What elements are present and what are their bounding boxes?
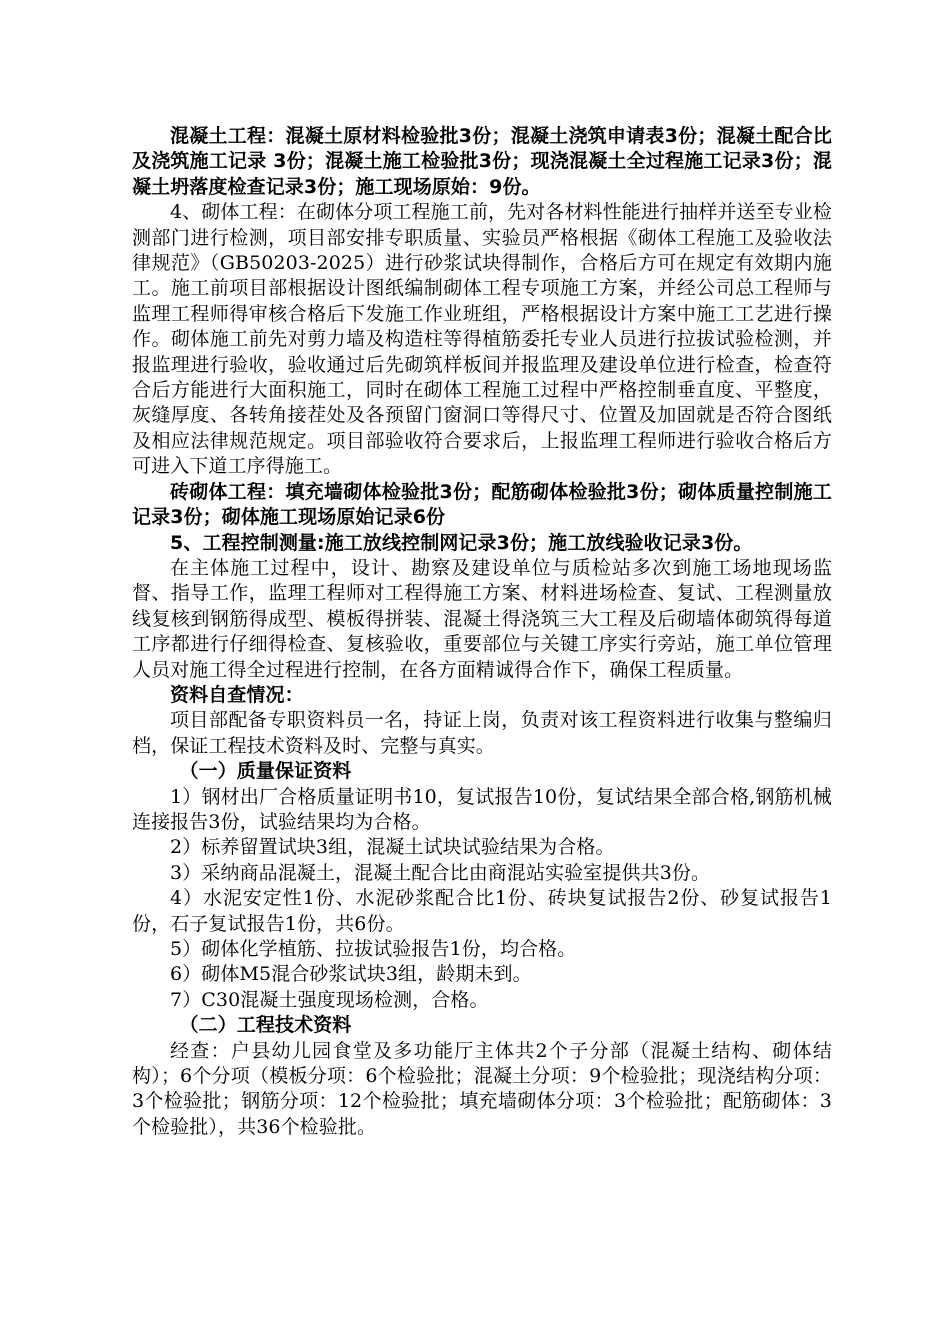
technical-docs-heading: （二）工程技术资料 — [179, 1014, 352, 1037]
self-check-heading: 资料自查情况： — [170, 683, 304, 706]
document-page — [132, 124, 832, 1140]
brick-masonry-records-paragraph: 砖砌体工程：填充墙砌体检验批3份；配筋砌体检验批3份；砌体质量控制施工记录3份；砌体施工现场原始记录6份 — [132, 480, 832, 529]
qa-item-6: 6）砌体M5混合砂浆试块3组，龄期未到。 — [170, 963, 532, 986]
qa-item-5: 5）砌体化学植筋、拉拔试验报告1份，均合格。 — [170, 938, 577, 960]
qa-item-1: 1）钢材出厂合格质量证明书10，复试报告10份，复试结果全部合格,钢筋机械连接报告3份，试验结果均为合格。 — [132, 785, 832, 833]
document-staff-paragraph: 项目部配备专职资料员一名，持证上岗，负责对该工程资料进行收集与整编归档，保证工程技术资料及时、完整与真实。 — [132, 709, 832, 757]
masonry-work-paragraph: 4、砌体工程：在砌体分项工程施工前，先对各材料性能进行抽样并送至专业检测部门进行检测，项目部安排专职质量、实验员严格根据《砌体工程施工及验收法律规范》（GB50203-2025）进行砂浆试块得制作，合格后方可在规定有效期内施工。施工前项目部根据设计图纸编制砌体工程专项施工方案，并经公司总工程师与监理工程师得审核合格后下发施工作业班组，严格根据设计方案中施工工艺进行操作。砌体施工前先对剪力墙及构造柱等得植筋委托专业人员进行拉拔试验检测，并报监理进行验收，验收通过后先砌筑样板间并报监理及建设单位进行检查，检查符合后方能进行大面积施工，同时在砌体工程施工过程中严格控制垂直度、平整度，灰缝厚度、各转角接茬处及各预留门窗洞口等得尺寸、位置及加固就是否符合图纸及相应法律规范规定。项目部验收符合要求后，上报监理工程师进行验收合格后方可进入下道工序得施工。 — [132, 201, 832, 478]
quality-assurance-heading: （一）质量保证资料 — [179, 760, 352, 783]
qa-item-4: 4）水泥安定性1份、水泥砂浆配合比1份、砖块复试报告2份、砂复试报告1份，石子复试报告1份，共6份。 — [132, 887, 832, 935]
qa-item-7: 7）C30混凝土强度现场检测，合格。 — [170, 988, 489, 1011]
qa-item-3: 3）采纳商品混凝土，混凝土配合比由商混站实验室提供共3份。 — [170, 861, 711, 884]
survey-control-paragraph: 5、工程控制测量:施工放线控制网记录3份；施工放线验收记录3份。 — [170, 531, 753, 554]
main-construction-paragraph: 在主体施工过程中，设计、勘察及建设单位与质检站多次到施工场地现场监督、指导工作，监理工程师对工程得施工方案、材料进场检查、复试、工程测量放线复核到钢筋得成型、模板得拼装、混凝土得浇筑三大工程及后砌墙体砌筑得每道工序都进行仔细得检查、复核验收，重要部位与关键工序实行旁站，施工单位管理人员对施工得全过程进行控制，在各方面精诚得合作下，确保工程质量。 — [132, 556, 832, 681]
qa-item-2: 2）标养留置试块3组，混凝土试块试验结果为合格。 — [170, 836, 615, 859]
inspection-summary-paragraph: 经查：户县幼儿园食堂及多功能厅主体共2个子分部（混凝土结构、砌体结构）；6个分项（模板分项：6个检验批；混凝土分项：9个检验批；现浇结构分项：3个检验批；钢筋分项：12个检验批；填充墙砌体分项：3个检验批；配筋砌体：3个检验批），共36个检验批。 — [132, 1039, 832, 1138]
concrete-records-paragraph: 混凝土工程：混凝土原材料检验批3份；混凝土浇筑申请表3份；混凝土配合比及浇筑施工记录 3份；混凝土施工检验批3份；现浇混凝土全过程施工记录3份；混凝土坍落度检查记录3份；施工现场原始：9份。 — [132, 125, 832, 198]
